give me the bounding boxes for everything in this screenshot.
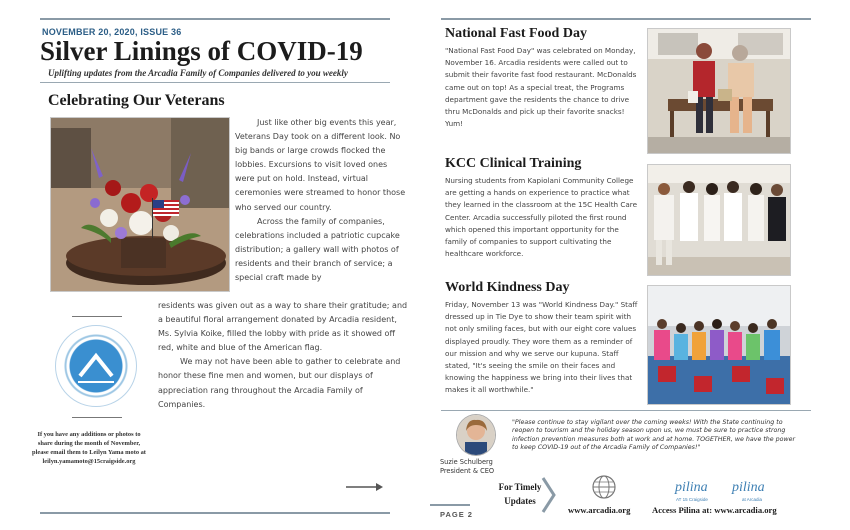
left-page xyxy=(0,0,420,530)
newsletter-tagline: Uplifting updates from the Arcadia Family of Companies delivered to you weekly xyxy=(48,68,348,78)
globe-icon[interactable] xyxy=(591,474,617,500)
issue-line: NOVEMBER 20, 2020, ISSUE 36 xyxy=(42,27,182,37)
timely-line-1: For Timely xyxy=(498,482,542,492)
kindness-heading: World Kindness Day xyxy=(445,280,570,295)
pilina-logo-1: pilina xyxy=(675,480,708,495)
timely-line-2: Updates xyxy=(504,496,536,506)
footer-rule-short xyxy=(430,504,470,506)
veterans-paragraph-3: We may not have been able to gather to celebrate and honor these fine men and women, but our displays of appreciation rang throughout the Arcadia Family of Companies. xyxy=(158,357,401,409)
flower-arrangement-image xyxy=(51,118,229,291)
continue-arrow-icon xyxy=(346,482,384,492)
newsletter-title: Silver Linings of COVID-19 xyxy=(40,36,363,66)
pilina-logo-2: pilina xyxy=(732,480,765,495)
veterans-paragraph-1: Just like other big events this year, Veterans Day took on a different look. No big bands or large crowds flocked the lobbies. Excursions to visit loved ones were put on hold. Instead, virtual ceremonies were streamed to honor those who served our country. xyxy=(235,118,406,212)
veterans-flowers-photo xyxy=(50,117,230,292)
ceo-role: President & CEO xyxy=(440,466,495,475)
tie-dye-staff-image xyxy=(648,286,790,404)
fast-food-heading: National Fast Food Day xyxy=(445,26,587,41)
top-rule-left xyxy=(40,18,390,20)
fast-food-photo xyxy=(647,28,791,154)
ceo-rule xyxy=(441,410,811,411)
title-rule xyxy=(40,82,390,83)
pilina-logo-1-sub: AT 15 Craigside xyxy=(676,497,708,502)
pilina-logo-2-sub: at Arcadia xyxy=(742,497,763,502)
bottom-rule-left xyxy=(40,512,390,514)
logo-rule-bottom xyxy=(72,417,122,418)
top-rule-right xyxy=(441,18,811,20)
kcc-text: Nursing students from Kapiolani Community College are getting a hands on experience to practice what they learned in the classroom at the 15C Health Care Center. Arcadia successfully piloted the first round which opened this important opportunity for the family of companies to support cultivating the healthcare workforce. xyxy=(445,176,638,259)
nursing-students-image xyxy=(648,165,790,275)
arcadia-values-logo xyxy=(55,325,137,407)
page-number: PAGE 2 xyxy=(440,510,473,519)
mountain-icon xyxy=(56,326,136,406)
pilina-access-link[interactable]: Access Pilina at: www.arcadia.org xyxy=(652,505,777,515)
veterans-paragraph-2-start: Across the family of companies, celebrations included a patriotic cupcake distribution; a gallery wall with photos of residents and their branch of service; a special craft made by xyxy=(235,216,400,283)
ceo-portrait xyxy=(456,414,496,456)
chevron-right-icon xyxy=(541,476,557,514)
veterans-heading: Celebrating Our Veterans xyxy=(48,92,225,109)
kcc-heading: KCC Clinical Training xyxy=(445,156,582,171)
contact-note: If you have any additions or photos to share during the month of November, please email them to Leilyn Yama moto at leilyn.yamamoto@15craigside.org xyxy=(32,431,146,465)
ceo-name-block xyxy=(440,458,510,475)
ceo-portrait-image xyxy=(457,415,495,455)
kindness-text: Friday, November 13 was "World Kindness Day." Staff dressed up in Tie Dye to show their team spirit with not only smiling faces, but with our eight core values displayed proudly. They wore them as a reminder of our mission and why we serve our kupuna. Staff stated, "It's seeing the smile on their faces and knowing the happiness we bring into their lives that makes it all worthwhile." xyxy=(445,300,638,395)
kindness-photo xyxy=(647,285,791,405)
logo-rule-top xyxy=(72,316,122,317)
veterans-column-text xyxy=(235,116,407,285)
veterans-paragraph-2-rest: residents was given out as a way to share their gratitude; and a beautiful floral arrangement donated by Arcadia resident, Ms. Sylvia Koike, filled the lobby with pride as it showed off red, white and blue of the American flag. xyxy=(158,301,408,353)
veterans-wide-text xyxy=(158,299,410,412)
website-link[interactable]: www.arcadia.org xyxy=(568,505,631,515)
ceo-name: Suzie Schulberg xyxy=(440,458,493,466)
fast-food-text: "National Fast Food Day" was celebrated on Monday, November 16. Arcadia residents were called out to submit their favorite fast food restaurant. McDonalds came out on top! As a special treat, the Programs department gave the residents the chance to drive thru McDonalds and pick up their favorite snacks! Yum! xyxy=(445,46,637,129)
kcc-photo xyxy=(647,164,791,276)
ceo-quote: "Please continue to stay vigilant over the coming weeks! With the State continuing to reopen to tourism and the holiday season upon us, we must be sure to practice strong infection prevention measures both at work and at home. TOGETHER, we have the power to keep COVID-19 out of the Arcadia Family of Companies!" xyxy=(512,419,796,452)
residents-fast-food-image xyxy=(648,29,790,153)
